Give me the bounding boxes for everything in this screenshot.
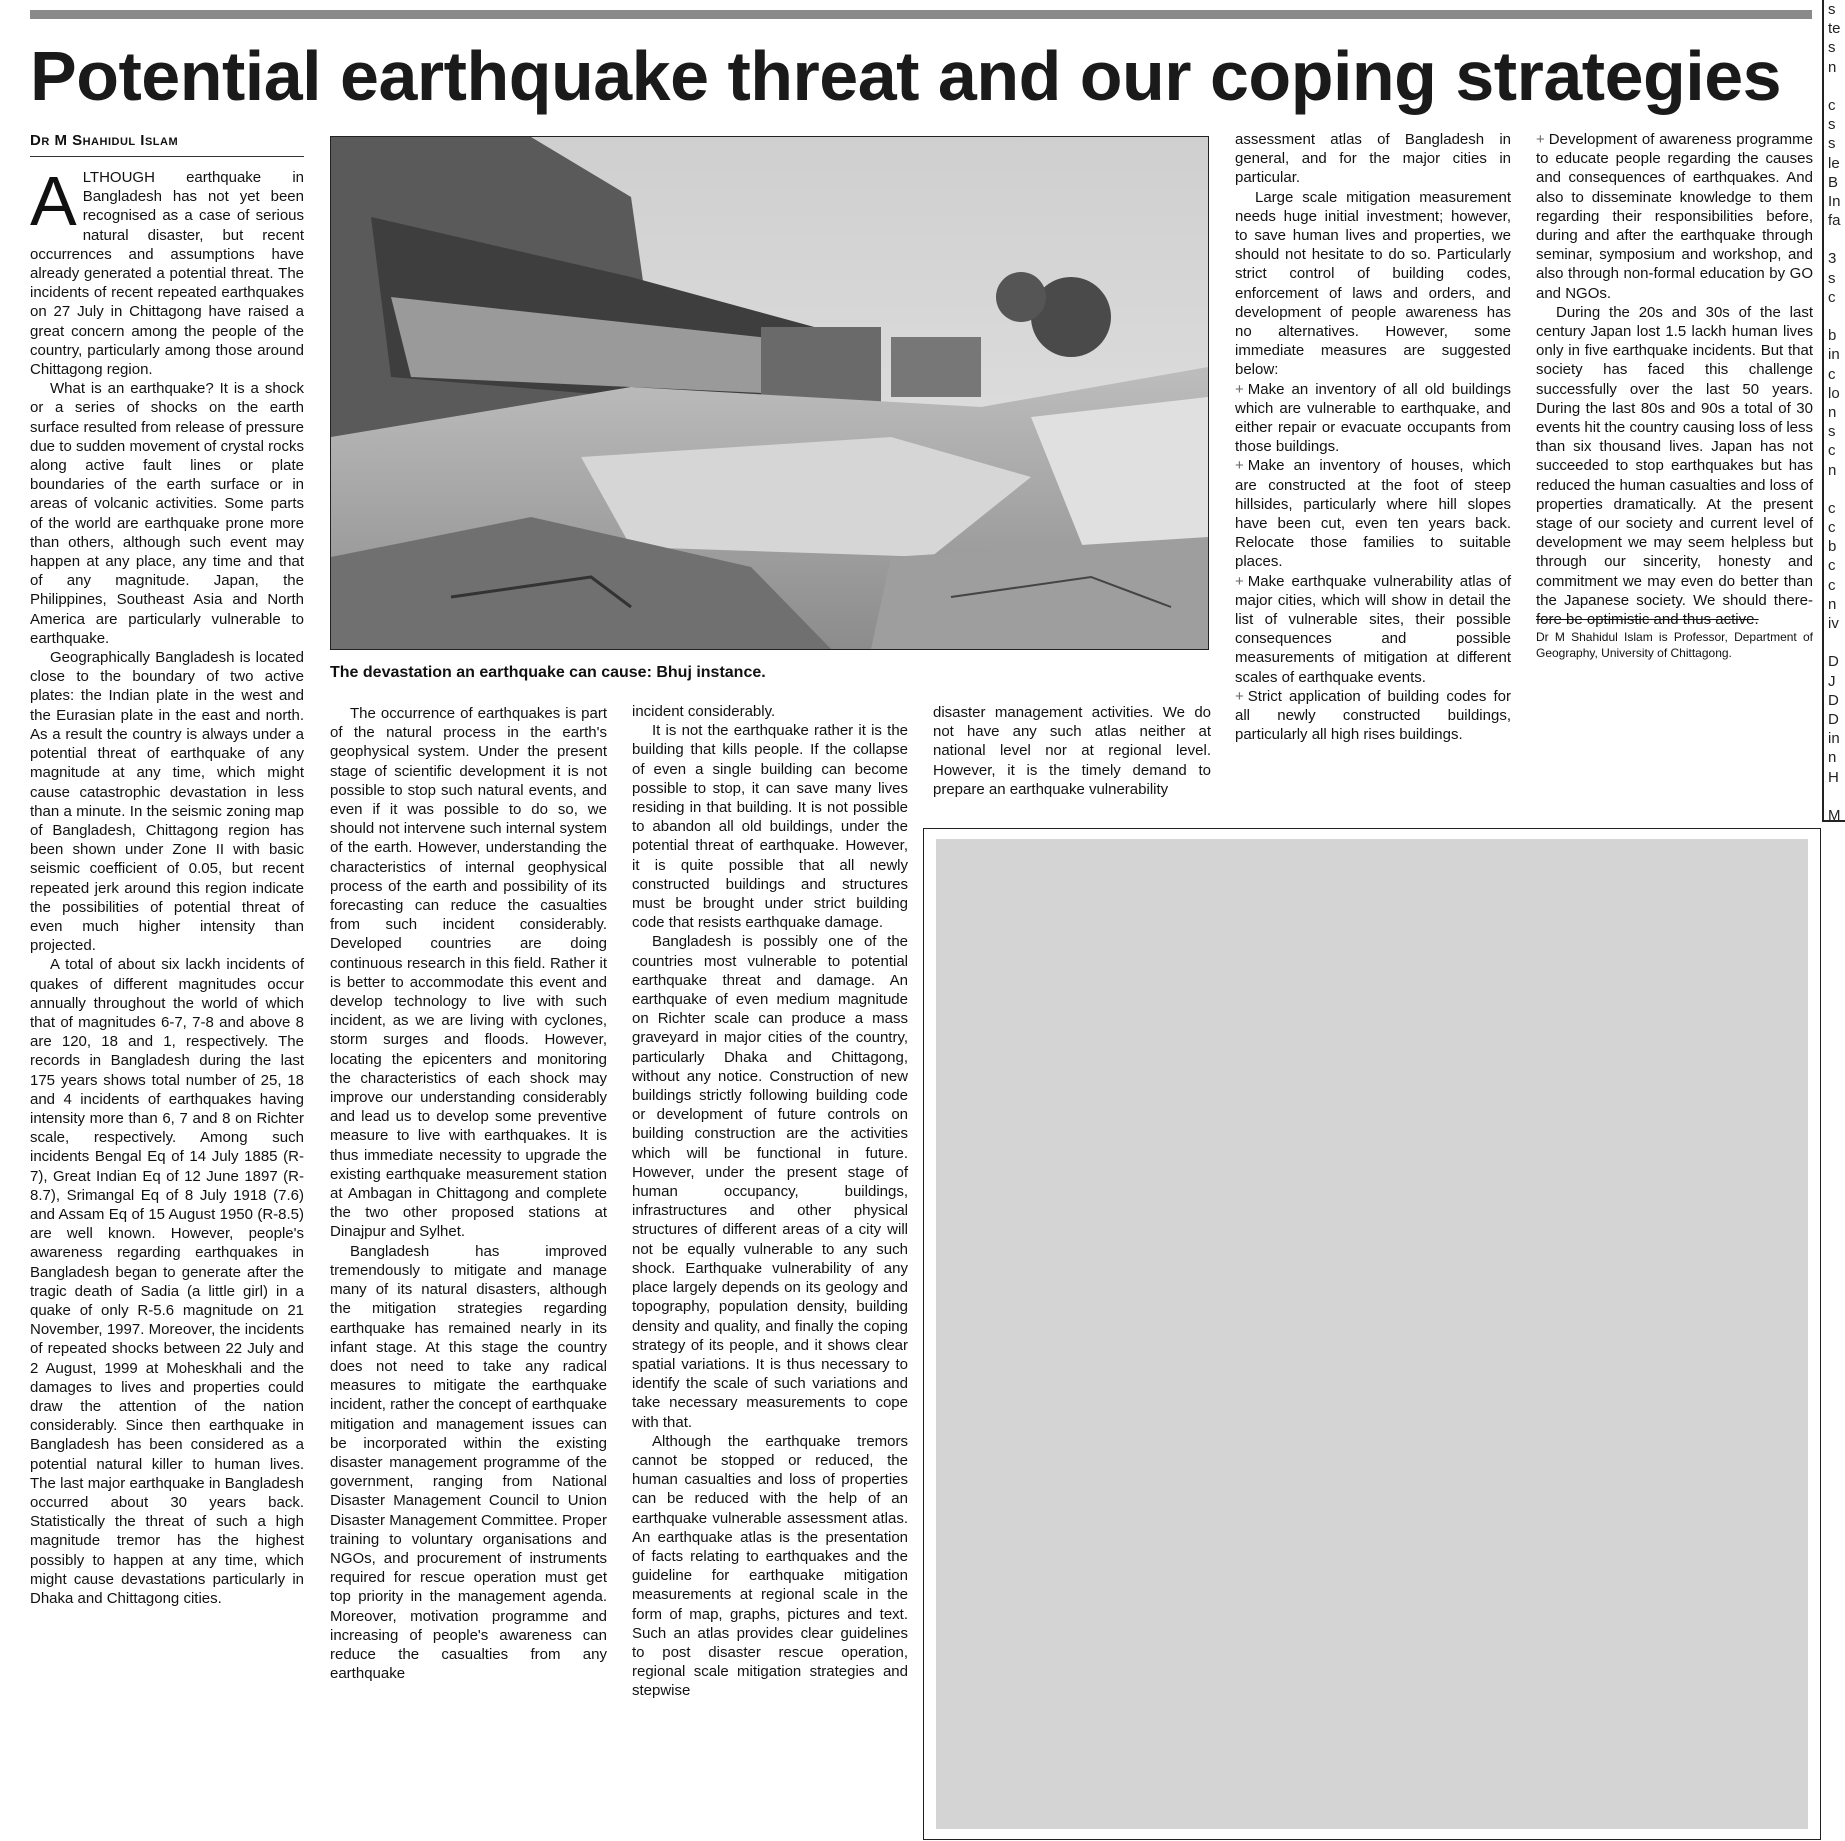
bullet-item: + Make an inventory of all old buildings which are vulnerable to earthquake, and either repair or evacuate occupants from those buildings.	[1235, 380, 1511, 456]
edge-fragment: s	[1828, 423, 1836, 441]
author-credit: Dr M Shahidul Islam is Professor, Department of Geography, University of Chittagong.	[1536, 630, 1813, 661]
paragraph: Large scale mitigation measurement needs huge initial investment; however, to save human lives and properties, we should not hesitate to do so. Particularly strict control of building codes, enforcement of laws and orders, and development of people awareness has no alternatives. However, some immediate measures are suggested below:	[1235, 188, 1511, 379]
edge-fragment: c	[1828, 499, 1836, 517]
article-column-2	[330, 704, 607, 1683]
edge-fragment: s	[1828, 116, 1836, 134]
paragraph: Bangladesh has improved tremendously to mitigate and manage many of its natural disasters, although the mitigation strategies regarding earthquake has remained nearly in its infant stage. At this stage the country does not need to take any radical measures to mitigate the earthquake incident, rather the concept of earthquake mitigation and management issues can be incorporated within the existing disaster management programme of the government, ranging from National Disaster Management Council to Union Disaster Management Committee. Proper training to voluntary organisations and NGOs, and procurement of instruments required for rescue operation must get top priority in the management agenda. Moreover, motivation programme and increasing of people's awareness can reduce the casualties from any earthquake	[330, 1242, 607, 1683]
paragraph: Geographically Bangladesh is located close to the boundary of two active plates: the Indian plate in the west and the Eurasian plate in the east and north. As a result the country is always under a potential threat of earthquake of any magnitude at any time, which might cause catastrophic devastation in less than a minute. In the seismic zoning map of Bangladesh, Chittagong region has been shown under Zone II with basic seismic coefficient of 0.05, but recent repeated jerk around this region indicate the possibilities of potential threat of even much higher intensity than projected.	[30, 649, 304, 955]
article-column-1	[30, 162, 304, 1608]
bullet-item: + Strict application of building codes for all newly constructed buildings, particularly all high rises buildings.	[1235, 687, 1511, 744]
adjacent-article-edge	[1828, 0, 1845, 825]
edge-fragment: le	[1828, 154, 1840, 172]
edge-fragment: b	[1828, 538, 1837, 556]
article-column-5	[1235, 130, 1511, 745]
edge-fragment: n	[1828, 595, 1837, 613]
drop-cap: A	[30, 162, 77, 240]
struck-text: fore be optimistic and thus active.	[1536, 611, 1759, 629]
plus-icon: +	[1235, 457, 1244, 475]
top-rule	[30, 10, 1812, 19]
edge-fragment: in	[1828, 346, 1840, 364]
edge-fragment: 3	[1828, 250, 1837, 268]
edge-fragment: c	[1828, 576, 1836, 594]
edge-fragment	[1828, 77, 1845, 96]
article-column-6	[1536, 130, 1813, 661]
paragraph: A total of about six lackh incidents of quakes of different magnitudes occur annually throughout the world of which that of magnitudes 6-7, 7-8 and above 8 are 120, 18 and 1, respectively. The records in Bangladesh during the last 175 years shows total number of 25, 18 and 4 incidents of earthquakes having intensity more than 6, 7 and 8 on Richter scale, respectively. Among such incidents Bengal Eq of 14 July 1885 (R-7), Great Indian Eq of 12 June 1897 (R-8.7), Srimangal Eq of 8 July 1918 (7.6) and Assam Eq of 15 August 1950 (R-8.5) are well known. However, people's awareness regarding earthquakes in Bangladesh began to generate after the tragic death of Sadia (a little girl) in a quake of only R-5.6 magnitude on 21 November, 1997. Moreover, the incidents of repeated shocks between 22 July and 2 August, 1999 at Moheskhali and the damages to lives and properties could draw the attention of the nation considerably. Since then earthquake in Bangladesh has been considered as a potential natural killer to human lives. The last major earthquake in Bangladesh occurred about 30 years back. Statistically the threat of such a high magnitude tremor has the highest possibly to happen at any time, which might cause devastations particularly in Dhaka and Chittagong cities.	[30, 956, 304, 1608]
edge-fragment: c	[1828, 365, 1836, 383]
article-column-4	[933, 703, 1211, 799]
article-column-3	[632, 702, 908, 1701]
edge-fragment: b	[1828, 327, 1837, 345]
plus-icon: +	[1235, 572, 1244, 590]
edge-fragment: D	[1828, 710, 1839, 728]
bullet-item: + Make earthquake vulnerability atlas of major cities, which will show in detail the list of vulnerable sites, their possible consequences and possible measurements of mitigation at different scales of earthquake events.	[1235, 572, 1511, 686]
edge-fragment	[1828, 230, 1845, 249]
edge-fragment: s	[1828, 39, 1836, 57]
edge-fragment: te	[1828, 20, 1841, 38]
edge-fragment: n	[1828, 749, 1837, 767]
edge-fragment	[1828, 307, 1845, 326]
edge-fragment: n	[1828, 403, 1837, 421]
bullet-item: + Development of awareness programme to educate people regarding the causes and consequences of earthquakes. And also to disseminate knowledge to them regarding their responsibilities before, during and after the earthquake through seminar, symposium and workshop, and also through non-formal education by GO and NGOs.	[1536, 131, 1813, 302]
edge-fragment: c	[1828, 557, 1836, 575]
headline: Potential earthquake threat and our coping strategies	[30, 37, 1782, 115]
edge-fragment: c	[1828, 519, 1836, 537]
paragraph: incident considerably.	[632, 703, 776, 720]
edge-fragment: M	[1828, 806, 1841, 824]
edge-fragment	[1828, 480, 1845, 499]
edge-fragment: s	[1828, 269, 1836, 287]
paragraph: The occurrence of earthquakes is part of the natural process in the earth's geophysical system. Under the present stage of scientific development it is not possible to stop such natural events, and even if it was possible to do so, we should not intervene such internal system of the earth. However, understanding the characteristics of internal geophysical process of the earth and possibility of its forecasting can reduce the casualties from such incident considerably. Developed countries are doing continuous research in this field. Rather it is better to accommodate this event and develop technology to live with such incident, as we are living with cyclones, storm surges and floods. However, locating the epicenters and monitoring the characteristics of each shock may improve our understanding considerably and lead us to develop some preventive measure to live with earthquakes. It is thus immediate necessity to upgrade the existing earthquake measurement station at Ambagan in Chittagong and complete the two other proposed stations at Dinajpur and Sylhet.	[330, 705, 607, 1241]
edge-fragment: In	[1828, 192, 1841, 210]
photo-image	[331, 137, 1208, 649]
paragraph: disaster management activities. We do not have any such atlas neither at national level nor at regional level. However, it is the timely demand to prepare an earthquake vulnerability	[933, 704, 1211, 798]
lead-paragraph: ALTHOUGH earthquake in Bangladesh has not yet been recognised as a case of serious natural disaster, but recent occurrences and assumptions have already generated a potential threat. The incidents of recent repeated earthquakes on 27 July in Chittagong have raised a great concern among the people of the country, particularly among those around Chittagong region.	[30, 162, 304, 379]
edge-fragment	[1828, 787, 1845, 806]
edge-fragment: s	[1828, 1, 1836, 18]
edge-fragment: iv	[1828, 615, 1839, 632]
bullet-item: + Make an inventory of houses, which are constructed at the foot of steep hillsides, particularly where hill slopes have been cut, even ten years back. Relocate those families to suitable places.	[1235, 457, 1511, 571]
ad-placeholder	[923, 828, 1821, 1840]
edge-fragment: s	[1828, 135, 1836, 153]
paragraph: assessment atlas of Bangladesh in general, and for the major cities in particular.	[1235, 131, 1511, 187]
edge-fragment	[1828, 633, 1845, 652]
column-rule	[1822, 0, 1824, 822]
photo-caption: The devastation an earthquake can cause: Bhuj instance.	[330, 664, 766, 681]
plus-icon: +	[1536, 131, 1545, 148]
edge-fragment: c	[1828, 96, 1836, 114]
paragraph: Bangladesh is possibly one of the countries most vulnerable to potential earthquake threat and damage. An earthquake of even medium magnitude on Richter scale can produce a mass graveyard in major cities of the country, particularly Dhaka and Chittagong, without any notice. Construction of new buildings strictly following building code or development of future controls on building construction are the activities which will be functional in future. However, under the present stage of human occupancy, buildings, infrastructures and other physical structures of different areas of a city will not be equally vulnerable to any such shock. Earthquake vulnerability of any place largely depends on its geology and topography, population density, building density and quality, and finally the coping strategy of its people, and it shows clear spatial variations. It is thus necessary to identify the scale of such variations and take necessary measurements to cope with that.	[632, 933, 908, 1431]
edge-fragment: lo	[1828, 384, 1840, 402]
plus-icon: +	[1235, 687, 1244, 705]
edge-fragment: in	[1828, 730, 1840, 748]
byline: Dr M Shahidul Islam	[30, 132, 304, 157]
edge-fragment: c	[1828, 442, 1836, 460]
edge-fragment: D	[1828, 691, 1839, 709]
paragraph: During the 20s and 30s of the last century Japan lost 1.5 lackh human lives only in five earthquake incidents. But that society has faced this challenge successfully over the last 50 years. During the last 80s and 90s a total of 30 events hit the country causing loss of less than six thousand lives. Japan has not succeeded to stop earthquakes but has reduced the human casualties and loss of properties dramatically. At the present stage of our society and current level of development we may seem helpless but through our sincerity, honesty and commitment we may even do better than the Japanese society. We should there- fore be optimistic and thus active.	[1536, 303, 1813, 629]
earthquake-photo	[330, 136, 1209, 650]
edge-fragment: n	[1828, 58, 1837, 76]
edge-fragment: fa	[1828, 212, 1841, 230]
paragraph: Although the earthquake tremors cannot be stopped or reduced, the human casualties and loss of properties can be reduced with the help of an earthquake vulnerable assessment atlas. An earthquake atlas is the presentation of facts relating to earthquakes and the guideline for earthquake mitigation measurements at regional scale in the form of map, graphs, pictures and text. Such an atlas provides clear guidelines to post disaster rescue operation, regional scale mitigation strategies and stepwise	[632, 1432, 908, 1700]
plus-icon: +	[1235, 380, 1244, 398]
paragraph: It is not the earthquake rather it is the building that kills people. If the collapse of even a single building can become possible to stop, it can save many lives residing in that building. It is not possible to abandon all old buildings, under the potential threat of earthquake. However, it is quite possible that all newly constructed buildings and structures must be brought under strict building code that resists earthquake damage.	[632, 722, 908, 932]
paragraph: What is an earthquake? It is a shock or a series of shocks on the earth surface resulted from release of pressure due to sudden movement of crystal rocks along active fault lines or plate boundaries of the earth surface or in areas of volcanic activities. Some parts of the world are earthquake prone more than others, although such event may happen at any place, any time and that of any magnitude. Japan, the Philippines, Southeast Asia and North America are particularly vulnerable to earthquake.	[30, 380, 304, 647]
ad-placeholder-fill	[936, 839, 1808, 1829]
edge-fragment: B	[1828, 173, 1839, 191]
edge-fragment: J	[1828, 672, 1836, 690]
edge-fragment: c	[1828, 288, 1836, 306]
edge-fragment: D	[1828, 653, 1839, 671]
edge-fragment: n	[1828, 461, 1837, 479]
edge-fragment: H	[1828, 768, 1839, 786]
